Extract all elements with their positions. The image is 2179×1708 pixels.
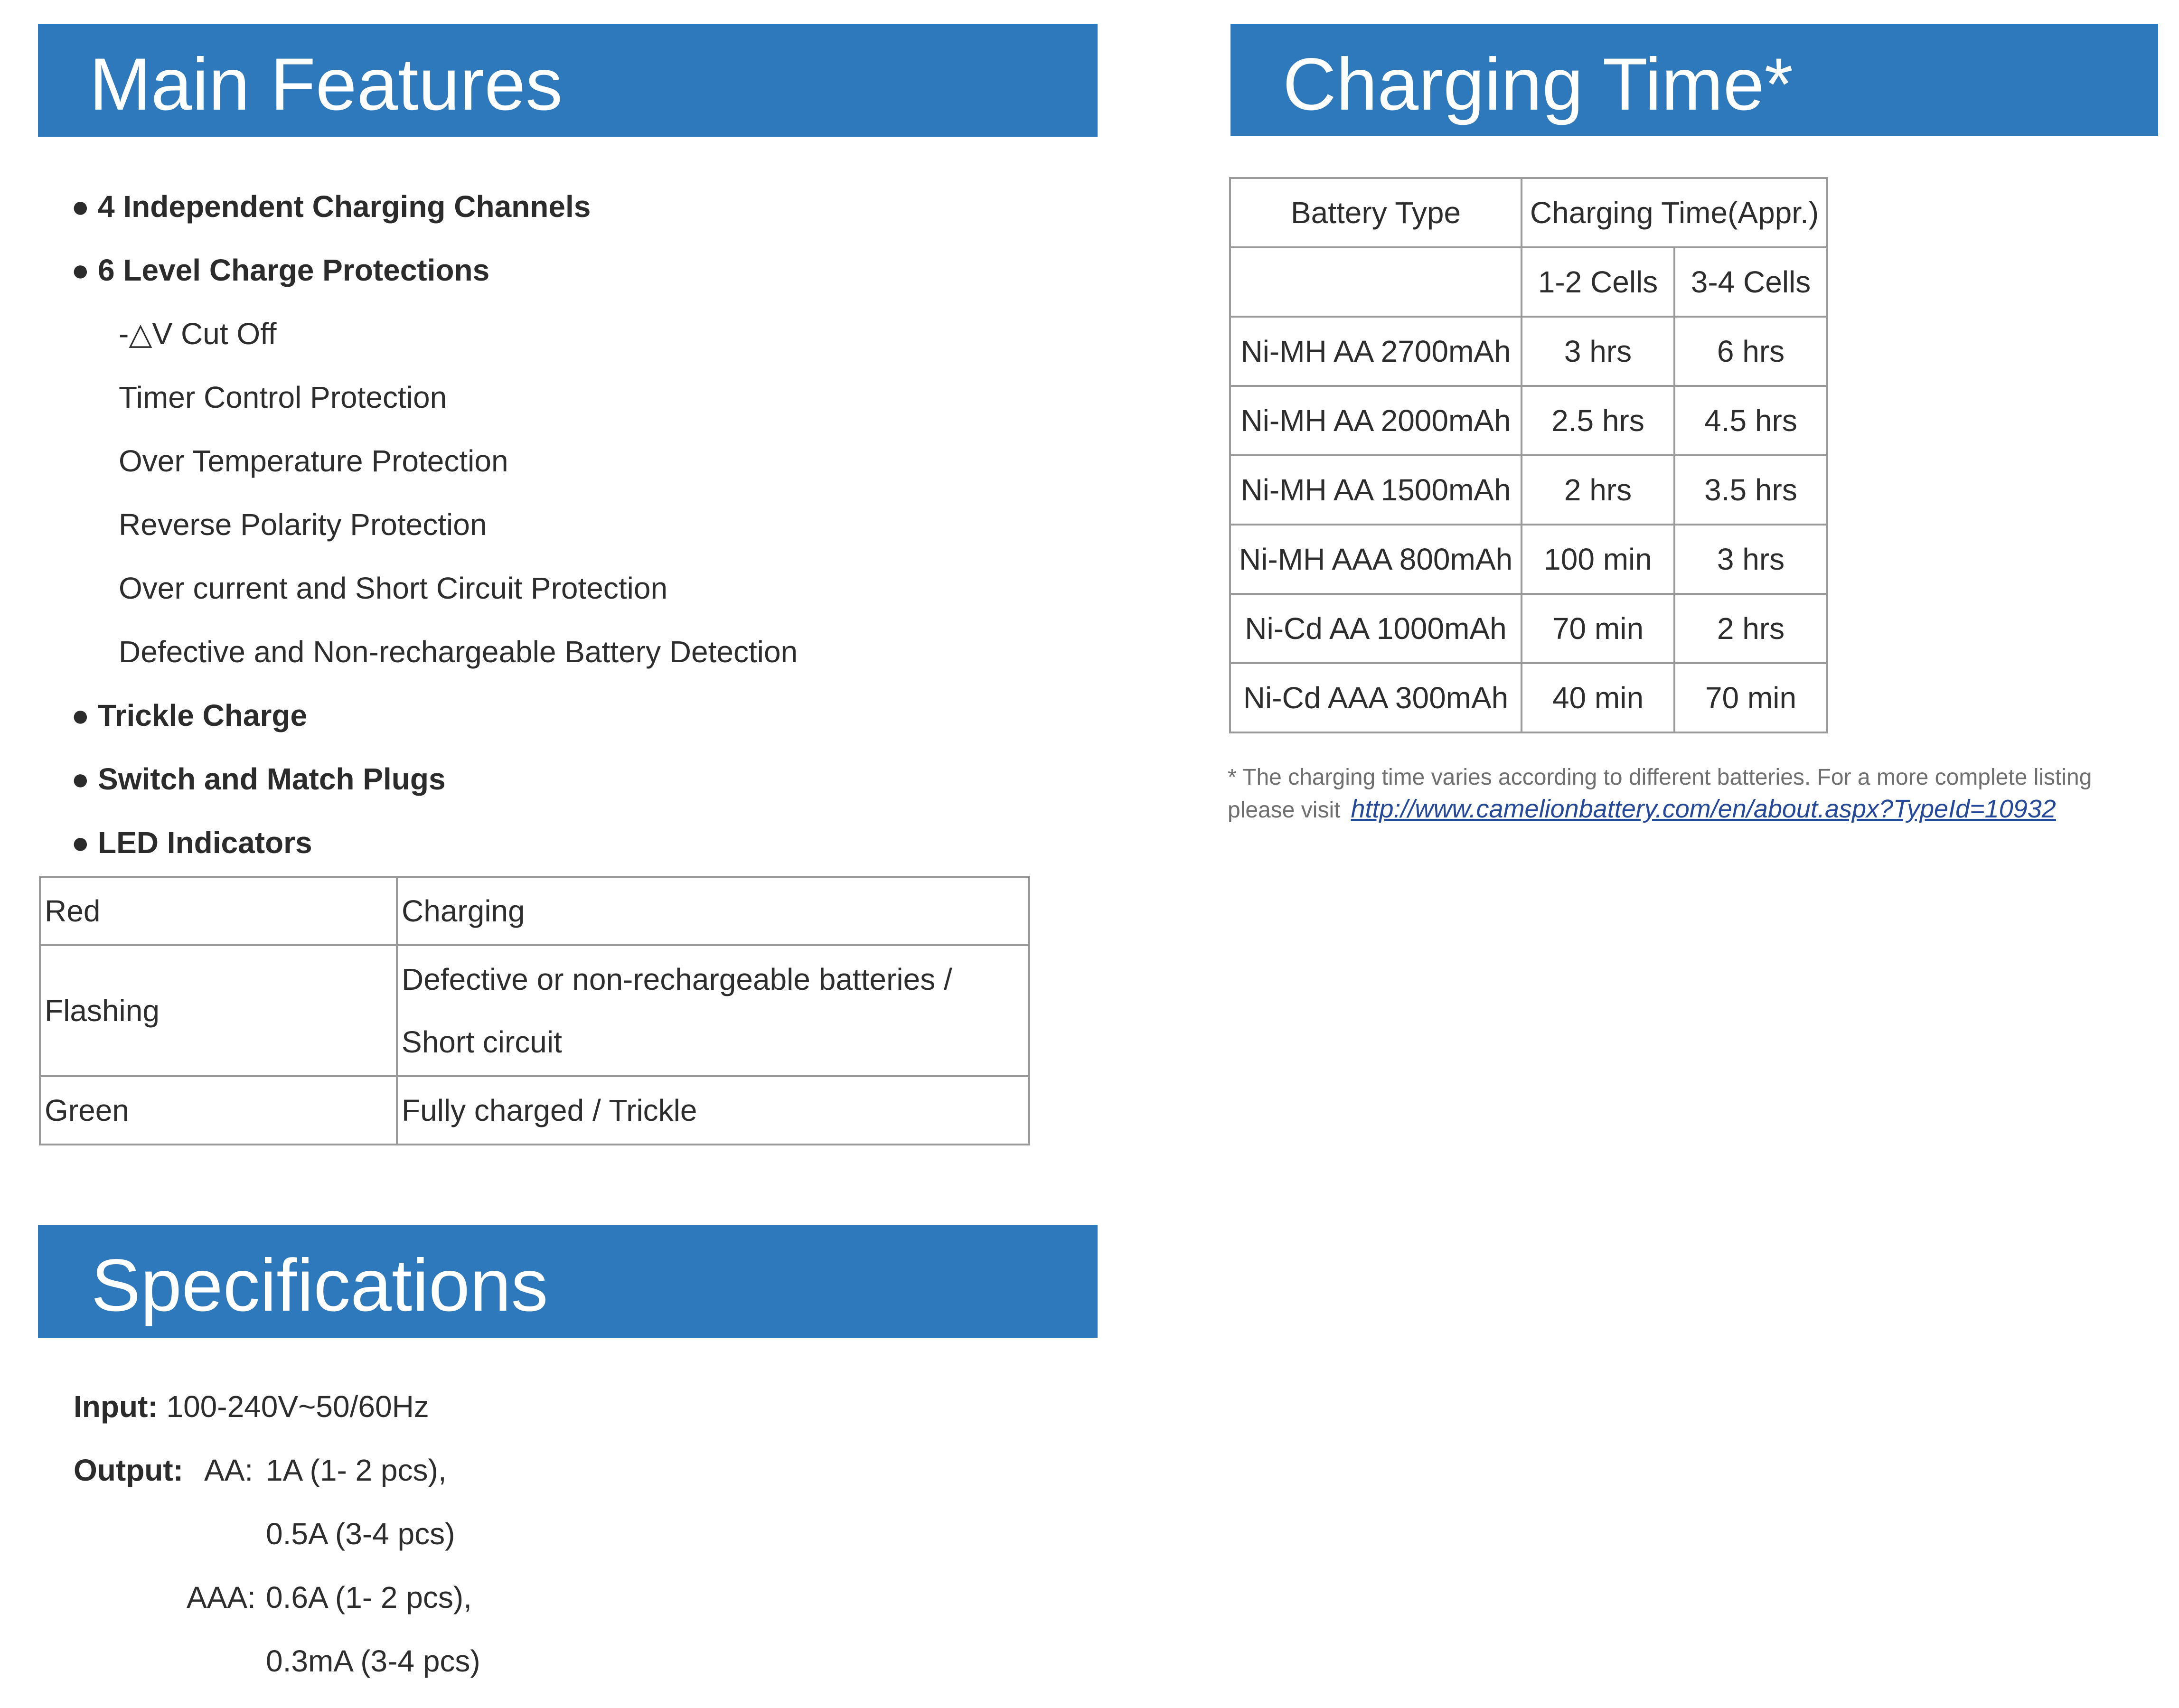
table-row <box>40 877 1029 945</box>
bullet-icon: ● <box>71 189 90 224</box>
spec-input-line <box>74 1390 429 1454</box>
battery-type-cell: Ni-Cd AAA 300mAh <box>1230 663 1522 732</box>
time-cell: 3 hrs <box>1674 525 1827 594</box>
table-row <box>40 1076 1029 1145</box>
battery-type-cell: Ni-MH AA 2700mAh <box>1230 317 1522 386</box>
charging-note <box>1228 762 2158 826</box>
time-cell: 2.5 hrs <box>1522 386 1674 455</box>
led-color-cell: Green <box>40 1076 397 1145</box>
camelion-link[interactable]: http://www.camelionbattery.com/en/about.aspx?TypeId=10932 <box>1351 795 2056 823</box>
feature-item <box>71 762 1021 826</box>
aaa-value: 0.6A (1- 2 pcs), <box>266 1580 472 1614</box>
time-cell: 70 min <box>1674 663 1827 732</box>
feature-text: 4 Independent Charging Channels <box>98 189 591 224</box>
note-visit-text: please visit <box>1228 798 1341 823</box>
table-row <box>1230 594 1827 663</box>
time-cell: 4.5 hrs <box>1674 386 1827 455</box>
feature-subitem: Over current and Short Circuit Protection <box>119 571 668 605</box>
aa-value: 1A (1- 2 pcs), <box>266 1453 447 1487</box>
feature-item <box>71 253 1021 317</box>
table-row <box>1230 317 1827 386</box>
table-row <box>1230 525 1827 594</box>
time-cell: 40 min <box>1522 663 1674 732</box>
specifications-title: Specifications <box>91 1244 548 1327</box>
spec-output-line <box>74 1580 472 1644</box>
bullet-icon: ● <box>71 826 90 860</box>
table-header-row <box>1230 178 1827 247</box>
bullet-icon: ● <box>71 253 90 287</box>
input-label: Input: <box>74 1389 158 1424</box>
feature-subitem: Timer Control Protection <box>119 380 447 414</box>
battery-type-cell: Ni-Cd AA 1000mAh <box>1230 594 1522 663</box>
led-color-cell: Red <box>40 877 397 945</box>
charging-time-table <box>1229 177 1828 733</box>
feature-text: Switch and Match Plugs <box>98 762 446 796</box>
feature-item <box>71 699 1021 762</box>
table-row <box>40 945 1029 1076</box>
header-battery-type: Battery Type <box>1230 178 1522 247</box>
note-line: * The charging time varies according to different batteries. For a more complete listing <box>1228 765 2092 790</box>
spec-output-line <box>74 1644 480 1708</box>
output-label: Output: <box>74 1453 183 1487</box>
time-cell: 70 min <box>1522 594 1674 663</box>
charging-time-banner <box>1230 24 2158 136</box>
time-cell: 3 hrs <box>1522 317 1674 386</box>
led-color-cell: Flashing <box>40 945 397 1076</box>
time-cell: 2 hrs <box>1674 594 1827 663</box>
table-row <box>1230 455 1827 525</box>
main-features-banner <box>38 24 1098 137</box>
header-cells-1-2: 1-2 Cells <box>1522 247 1674 317</box>
specifications-list <box>74 1389 480 1708</box>
header-charging-time: Charging Time(Appr.) <box>1522 178 1827 247</box>
empty-cell <box>1230 247 1522 317</box>
specifications-banner <box>38 1225 1098 1338</box>
table-row <box>1230 663 1827 732</box>
aa-value: 0.5A (3-4 pcs) <box>266 1517 455 1551</box>
aaa-value: 0.3mA (3-4 pcs) <box>266 1644 480 1678</box>
led-meaning-cell: Fully charged / Trickle <box>397 1076 1029 1145</box>
bullet-icon: ● <box>71 698 90 732</box>
feature-text: 6 Level Charge Protections <box>98 253 490 287</box>
time-cell: 2 hrs <box>1522 455 1674 525</box>
aa-label: AA: <box>204 1453 254 1487</box>
header-cells-3-4: 3-4 Cells <box>1674 247 1827 317</box>
led-indicator-table <box>39 876 1030 1145</box>
main-features-title: Main Features <box>89 43 563 126</box>
charging-time-title: Charging Time* <box>1283 43 1794 126</box>
note-line <box>1228 793 2158 826</box>
spec-output-line <box>74 1453 447 1517</box>
table-row <box>1230 386 1827 455</box>
time-cell: 3.5 hrs <box>1674 455 1827 525</box>
battery-type-cell: Ni-MH AA 1500mAh <box>1230 455 1522 525</box>
time-cell: 6 hrs <box>1674 317 1827 386</box>
led-meaning-cell: Charging <box>397 877 1029 945</box>
led-meaning-line: Defective or non-rechargeable batteries / <box>402 962 952 996</box>
feature-item <box>71 190 1021 253</box>
features-list <box>71 190 1021 890</box>
aaa-label: AAA: <box>187 1580 256 1614</box>
feature-subitem: -△V Cut Off <box>119 317 277 351</box>
led-meaning-line: Short circuit <box>402 1025 562 1059</box>
led-meaning-cell <box>397 945 1029 1076</box>
spec-output-line <box>74 1517 455 1581</box>
input-value: 100-240V~50/60Hz <box>166 1389 429 1424</box>
battery-type-cell: Ni-MH AAA 800mAh <box>1230 525 1522 594</box>
feature-subitem: Reverse Polarity Protection <box>119 507 487 542</box>
feature-text: Trickle Charge <box>98 698 308 732</box>
battery-type-cell: Ni-MH AA 2000mAh <box>1230 386 1522 455</box>
time-cell: 100 min <box>1522 525 1674 594</box>
feature-text: LED Indicators <box>98 826 312 860</box>
feature-subitem: Defective and Non-rechargeable Battery Detection <box>119 635 798 669</box>
table-subheader-row <box>1230 247 1827 317</box>
bullet-icon: ● <box>71 762 90 796</box>
feature-subitem: Over Temperature Protection <box>119 444 508 478</box>
